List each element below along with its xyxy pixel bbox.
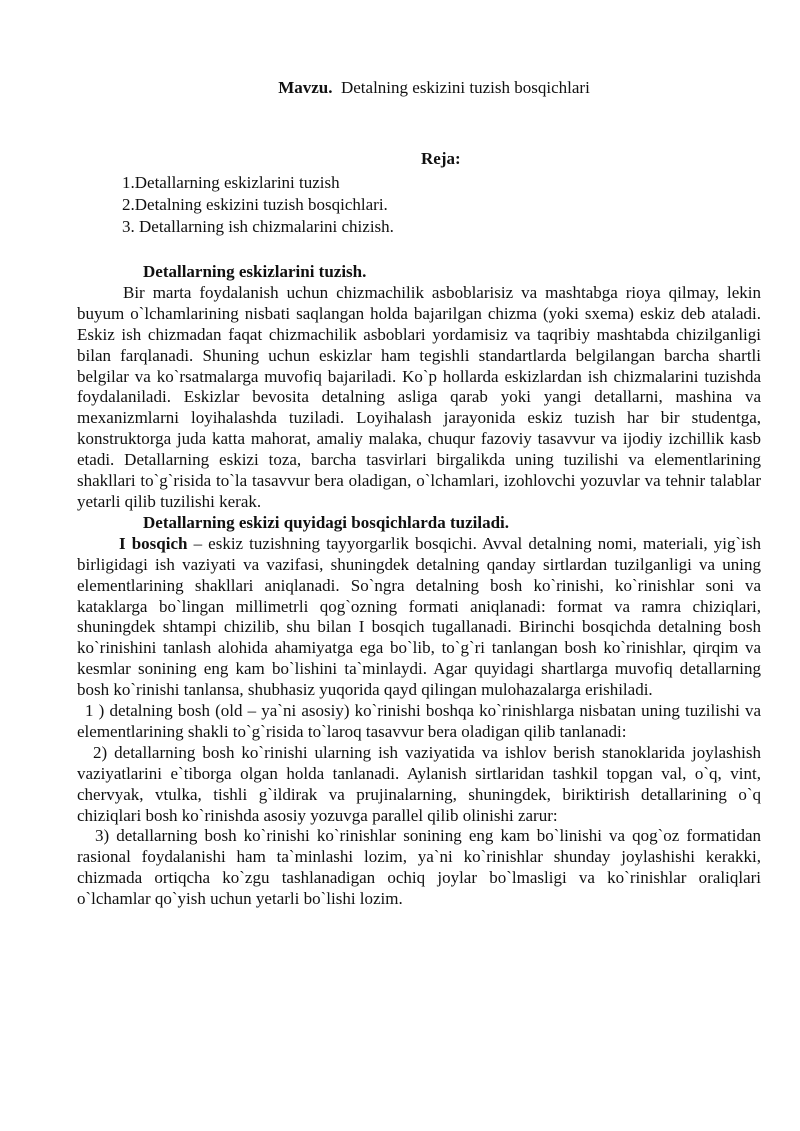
paragraph-sketch-definition: Bir marta foydalanish uchun chizmachilik asboblarisiz va mashtabga rioya qilmay, lekin buyum o`lchamlarining nisbati saqlangan holda bajarilgan chizma (yoki sxema) eskiz deb ataladi. Eskiz ish chizmadan faqat chizmachilik asboblari yordamisiz va taqribiy mashtabda chizilganligi bilan farqlanadi. Shuning uchun eskizlar ham tegishli standartlarda belgilangan barcha shartli belgilar va ko`rsatmalarga muvofiq bajariladi. Ko`p hollarda eskizlardan ish chizmalarini tuzishda foydalaniladi. Eskizlar bevosita detalning asliga qarab yoki yangi detallarni, mashina va mexanizmlarni loyihalashda tuziladi. Loyihalash jarayonida eskiz tuzish har bir studentga, konstruktorga juda katta mahorat, amaliy malaka, chuqur fazoviy tasavvur va ijodiy izchillik kasb etadi. Detallarning eskizi toza, barcha tasvirlari birgalikda uning tuzilishi va elementlarining shakllari to`g`risida to`la tasavvur bera oladigan, o`lchamlari, izohlovchi yozuvlar va tehnir talablar yetarli qilib tuzilishi kerak. xyxy=(77,282,761,511)
stage-1-label: I bosqich xyxy=(119,533,188,553)
plan-item: 3. Detallarning ish chizmalarini chizish. xyxy=(122,217,394,236)
plan-heading: Reja: xyxy=(421,149,461,168)
plan-item: 2.Detalning eskizini tuzish bosqichlari. xyxy=(122,195,388,214)
section-heading-stages: Detallarning eskizi quyidagi bosqichlarda tuziladi. xyxy=(143,512,510,532)
paragraph-stage-1 xyxy=(77,534,761,701)
stage-1-text: – eskiz tuzishning tayyorgarlik bosqichi. Avval detalning nomi, materiali, yig`ish birligidagi ish vaziyati va vazifasi, shuningdek detalning qanday sirtlardan tuzilganligi va uning elementlarining shakllari aniqlanadi. So`ngra detalning bosh ko`rinishi, ko`rinishlar soni va kataklarga bo`lingan millimetrli qog`ozning formati aniqlanadi: format va ramra chiziqlari, shuningdek shtampi chizilib, shu bilan I bosqich tugallanadi. Birinchi bosqichda detalning bosh ko`rinishini tanlash alohida ahamiyatga ega bo`lib, to`g`ri tanlangan bosh ko`rinishlar, qirqim va kesmlar sonining eng kam bo`lishini ta`minlaydi. Agar quyidagi shartlarga muvofiq detallarning bosh ko`rinishi tanlansa, shubhasiz yuqorida qayd qilingan mulohazalarga erishiladi. xyxy=(77,533,761,700)
title-label: Mavzu. xyxy=(278,78,333,97)
section-heading-sketches: Detallarning eskizlarini tuzish. xyxy=(143,262,367,281)
page-title xyxy=(0,77,800,99)
document-body xyxy=(77,262,761,910)
paragraph-rule-2: 2) detallarning bosh ko`rinishi ularning ish vaziyatida va ishlov berish stanoklarida joylashish vaziyatlarini e`tiborga olgan holda tanlanadi. Aylanish sirtlaridan tashkil topgan val, o`q, vint, chervyak, vtulka, tishli g`ildirak va prujinalarning, shuningdek, biriktirish detallarining o`q chiziqlari bosh ko`rinishda asosiy yozuvga parallel qilib olinishi zarur: xyxy=(77,742,761,825)
plan-item: 1.Detallarning eskizlarini tuzish xyxy=(122,173,340,192)
paragraph-rule-3: 3) detallarning bosh ko`rinishi ko`rinishlar sonining eng kam bo`linishi va qog`oz formatidan rasional foydalanishi ham ta`minlashi lozim, ya`ni ko`rinishlar shunday joylashishi kerakki, chizmada ortiqcha ko`zgu tashlanadigan ochiq joylar bo`lmasligi va ko`rinishlar oraliqlari o`lchamlar qo`yish uchun yetarli bo`lishi lozim. xyxy=(77,826,761,909)
plan-list xyxy=(122,172,394,238)
title-text: Detalning eskizini tuzish bosqichlari xyxy=(340,78,590,97)
paragraph-rule-1: 1 ) detalning bosh (old – ya`ni asosiy) ko`rinishi boshqa ko`rinishlarga nisbatan uning tuzilishi va elementlarining shakli to`g`risida to`laroq tasavvur bera oladigan qilib tanlanadi: xyxy=(77,701,761,741)
